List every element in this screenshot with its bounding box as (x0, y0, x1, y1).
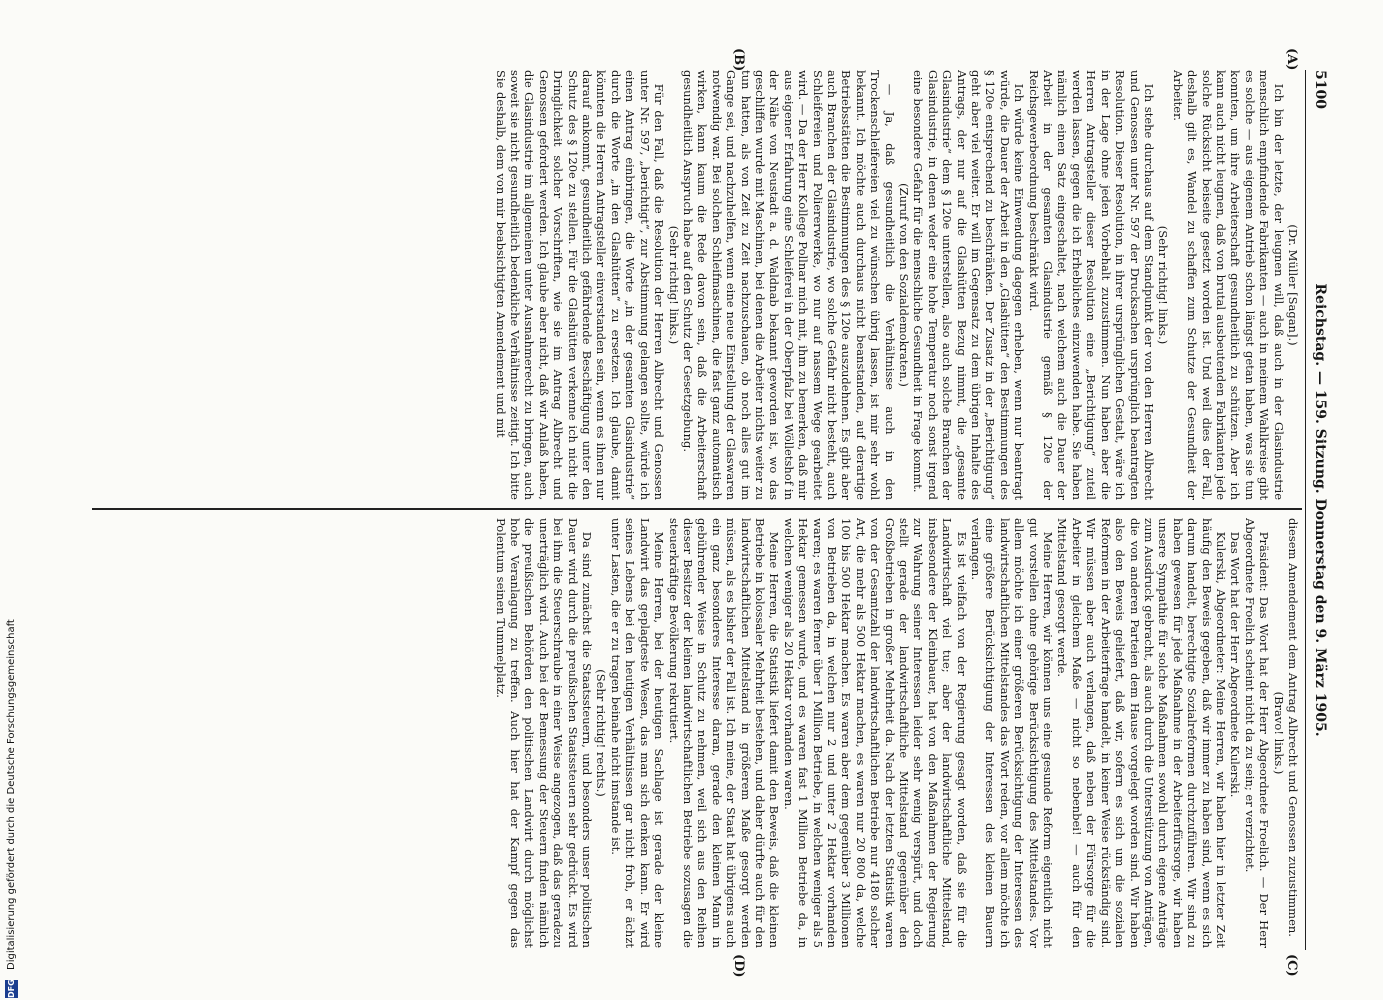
interjection: (Sehr richtig! links.) (666, 225, 681, 345)
paragraph: Meine Herren, wir können uns eine gesunde Reform eigentlich nicht gut vorstellen ohne gehörige Berücksichtigung des Mittelstandes. Vor allem möchte ich einer größeren Berücksichtigung der Interessen des landwirtschaftlichen Mittelstandes das Wort reden, vor allem möchte ich eine größere Berücksichtigung der Interessen des kleinen Bauern verlangen. (969, 518, 1056, 948)
paragraph: Da sind zunächst die Staatssteuern, und besonders unser politischen Dauer wird durch die preußischen Staatssteuern sehr gedrückt. Es wird bei ihm die Steuerschraube in einer Weise angezogen, daß das geradezu unerträglich wird. Auch bei der Bemessung der Steuern finden nämlich die preußischen Behörden den politischen Landwirt durch möglichst hohe Veranlagung zu treffen. Auch hier hat der Kampf gegen das Polentum seinen Tummelplatz. (493, 518, 595, 948)
paragraph: Das Wort hat der Herr Abgeordnete Kulerski. (1228, 531, 1243, 798)
paragraph: Meine Herren, die Statistik liefert damit den Beweis, daß die kleinen Betriebe in kolossaler Mehrheit bestehen, und daher dürfte auch für den landwirtschaftlichen Mittelstand in größerem Maße gesorgt werden müssen, als es bisher der Fall ist. Ich meine, der Staat hat übrigens auch ein ganz besonderes Interesse daran, gerade den kleinen Mann in gebührender Weise in Schutz zu nehmen, weil sich aus den Reihen dieser Besitzer der kleinen landwirtschaftlichen Betriebe sozusagen die steuerkräftige Bevölkerung rekrutiert. (666, 518, 782, 948)
margin-marker-d: (D) (731, 954, 746, 978)
paragraph: Ich stehe durchaus auf dem Standpunkt der von den Herren Albrecht und Genossen unter Nr. 597 der Drucksachen ursprünglich beantragten Resolution. Dieser Resolution, in ihrer ursprünglichen Gestalt, wäre ich in der Lage ohne jeden Vorbehalt zuzustimmen. Nun haben aber die Herren Antragsteller dieser Resolution eine „Berichtigung“ zuteil werden lassen, gegen die ich Erhebliches einzuwenden habe. Sie haben nämlich einen Satz eingeschaltet, nach welchem auch die Dauer der Arbeit in der gesamten Glasindustrie gemäß § 120e der Reichsgewerbeordnung beschränkt wird. (1026, 70, 1156, 500)
dfg-logo: DFG (7, 979, 16, 998)
paragraph: — Ja, daß gesundheitlich die Verhältnisse auch in den Trockenschleifereien viel zu wünschen übrig lassen, ist mir sehr wohl bekannt. Ich möchte auch durchaus nicht beanstanden, auf derartige Betriebsstätten die Bestimmungen des § 120e auszudehnen. Es gibt aber auch Branchen der Glasindustrie, wo solche Gefahr nicht besteht, auch Schleifereien und Poliererwerke, wo nur auf nassem Wege gearbeitet wird. — Da der Herr Kollege Pollnar mich mit, ihm zu bemerken, daß mir aus eigener Erfahrung eine Schleiferei in der Oberpfalz bei Wölletshof in der Nähe von Neustadt a. d. Waldnab bekannt geworden ist, wo das geschliffen wurde mit Maschinen, bei denen die Arbeiter nichts weiter zu tun hatten, als von Zeit zu Zeit nachzuschauen, ob noch alles gut im Gange sei, und nachzuhelfen, wenn eine neue Einstellung der Glaswaren notwendig war. Bei solchen Schleifmaschinen, die fast ganz automatisch wirken, kann kaum die Rede davon sein, daß die Arbeiterschaft gesundheitlich Anspruch habe auf den Schutz der Gesetzgebung. (680, 70, 897, 500)
digitization-footer (4, 0, 20, 1000)
paragraph: diesem Amendement dem Antrag Albrecht und Genossen zuzustimmen. (1286, 518, 1300, 937)
paragraph: Für den Fall, daß die Resolution der Herren Albrecht und Genossen unter Nr. 597, „berichtigt“, zur Abstimmung gelangen sollte, würde ich einen Antrag einbringen, die Worte „in der gesamten Glasindustrie“ durch die Worte „in den Glashütten“ zu ersetzen. Ich glaube, damit könnten die Herren Antragsteller einverstanden sein, wenn es ihnen nur darauf ankommt, gesundheitlich gefährdende Beschäftigung unter den Schutz des § 120e zu stellen. Für die Glashütten verkenne ich nicht die Dringlichkeit solcher Vorschriften, wie sie im Antrag Albrecht und Genossen gefordert werden. Ich glaube aber nicht, daß wir Anlaß haben, die Glasindustrie im allgemeinen unter Ausnahmerecht zu bringen, auch soweit sie nicht gesundheitlich bedenkliche Verhältnisse zeitigt. Ich bitte Sie deshalb, dem von mir beabsichtigten Amendement und mit (493, 70, 667, 500)
paragraph: Ich bin der letzte, der leugnen will, daß auch in der Glasindustrie menschlich empfindende Fabrikanten — auch in meinem Wahlkreise gibt es solche — aus eigenem Antrieb schon längst getan haben, was sie tun konnten, um ihre Arbeiterschaft gesundheitlich zu schützen. Aber ich kann auch nicht leugnen, daß von brutal ausbeutenden Fabrikanten jede solche Rücksicht beiseite gesetzt worden ist. Und weil dies der Fall, deshalb gilt es, Wandel zu schaffen zum Schutze der Gesundheit der Arbeiter. (1170, 70, 1286, 500)
paragraph: Meine Herren, bei der heutigen Sachlage ist gerade der kleine Landwirt das geplagteste Wesen, das man sich denken kann. Er wird seines Lebens bei den heutigen Verhältnissen gar nicht froh, er ächzt unter Lasten, die er zu tragen beinahe nicht imstande ist. (608, 518, 667, 948)
paragraph: Kulerski, Abgeordneter: Meine Herren, wir haben hier in letzter Zeit häufig den Beweis gegeben, daß wir immer zu haben sind, wenn es sich darum handelt, berechtigte Sozialreformen durchzuführen. Wir sind zu haben gewesen für jede Maßnahme in der Arbeiterfürsorge, wir haben unsere Sympathie für solche Maßnahmen sowohl durch eigene Anträge zum Ausdruck gebracht, als auch durch die Unterstützung von Anträgen, die von anderen Parteien dem Hause vorgelegt worden sind. Wir haben also den Beweis geliefert, daß wir, sofern es sich um die sozialen Reformen in der Arbeiterfrage handelt, in keiner Weise rückständig sind. Wir müssen aber auch verlangen, daß neben der Fürsorge für die Arbeiter in gleichem Maße — nicht so nebenbei! — auch für den Mittelstand gesorgt werde. (1055, 518, 1228, 948)
header-rule (1305, 70, 1306, 950)
margin-marker-a: (A) (1284, 48, 1299, 71)
rotated-page-content (80, 48, 1330, 978)
right-column (90, 518, 1300, 948)
page-title: Reichstag. — 159. Sitzung. Donnerstag den 9. März 1905. (1312, 283, 1328, 737)
left-column (90, 70, 1300, 500)
margin-marker-c: (C) (1284, 954, 1299, 977)
paragraph: Ich würde keine Einwendung dagegen erheben, wenn nur beantragt würde, die Dauer der Arbeit in den „Glashütten“ den Bestimmungen des § 120e entsprechend zu beschränken. Der Zusatz in der „Berichtigung“ geht aber viel weiter. Er will im Gegensatz zu dem übrigen Inhalte des Antrags, der nur auf die Glashütten Bezug nimmt, die „gesamte Glasindustrie“ dem § 120e unterstellen, also auch solche Branchen der Glasindustrie, in denen weder eine hohe Temperatur noch sonst irgend eine besondere Gefahr für die menschliche Gesundheit in Frage kommt. (911, 70, 1027, 500)
interjection: (Zuruf von den Sozialdemokraten.) (897, 183, 912, 387)
interjection: (Bravo! links.) (1271, 691, 1286, 775)
interjection: (Sehr richtig! links.) (1156, 225, 1171, 345)
speaker-line: (Dr. Müller [Sagan].) (1286, 224, 1300, 346)
column-divider (92, 508, 1302, 510)
page-header (1310, 70, 1330, 950)
page-number: 5100 (1312, 70, 1328, 109)
digitization-credit: Digitalisierung gefördert durch die Deutsche Forschungsgemeinschaft (6, 619, 17, 970)
margin-marker-b: (B) (731, 48, 746, 72)
interjection: (Sehr richtig! rechts.) (594, 669, 609, 797)
paragraph: Präsident: Das Wort hat der Herr Abgeordnete Froelich. — Der Herr Abgeordnete Froelich scheint nicht da zu sein; er verzichtet. (1242, 518, 1272, 948)
paragraph: Es ist vielfach von der Regierung gesagt worden, daß sie für die Landwirtschaft viel tue; aber der landwirtschaftliche Mittelstand, insbesondere der Kleinbauer, hat von den Maßnahmen der Regierung zur Wahrung seiner Interessen leider sehr wenig verspürt, und doch stellt gerade der landwirtschaftliche Mittelstand gegenüber den Großbetrieben in großer Mehrheit da. Nach der letzten Statistik waren von der Gesamtzahl der landwirtschaftlichen Betriebe nur 4180 solcher Art, die mehr als 500 Hektar machen, es waren nur 20 800 da, welche 100 bis 500 Hektar machen. Es waren aber dem gegenüber 3 Millionen von Betrieben da, in welchen nur 2 und unter 2 Hektar vorhanden waren; es waren ferner über 1 Million Betriebe, in welchen weniger als 5 Hektar gemessen wurde, und es waren fast 1 Million Betriebe da, in welchen weniger als 20 Hektar vorhanden waren. (781, 518, 969, 948)
